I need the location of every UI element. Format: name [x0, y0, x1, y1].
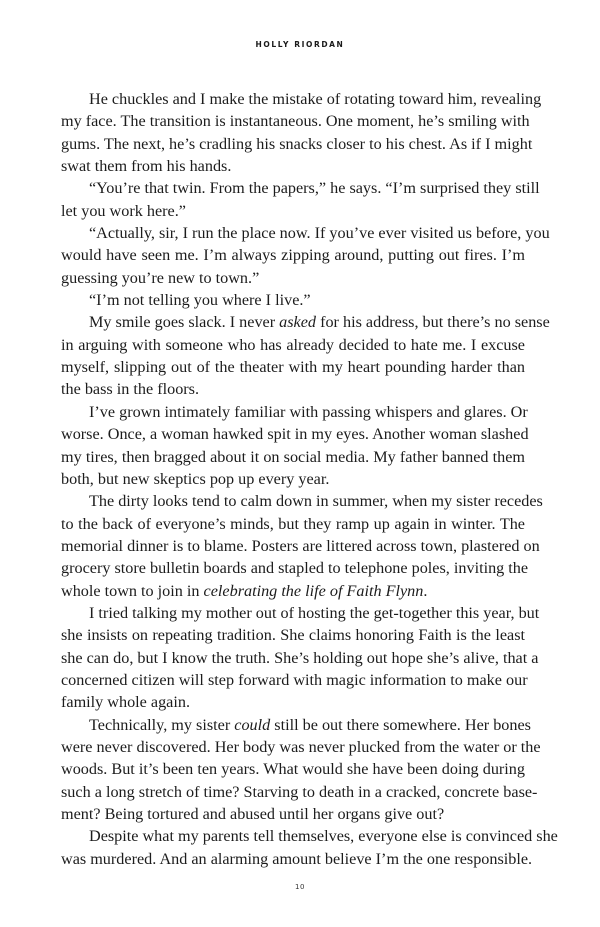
text-line	[61, 848, 533, 870]
text-line	[61, 714, 531, 736]
text-line	[61, 133, 533, 155]
text-segment: He chuckles and I make the mistake of rotating toward him, revealing	[89, 90, 542, 108]
text-segment: family whole again.	[61, 693, 191, 712]
paragraph	[61, 490, 543, 602]
paragraph	[61, 311, 550, 400]
text-segment: to the back of everyone’s minds, but they ramp up again in winter. The	[61, 514, 525, 533]
paragraph	[61, 222, 550, 289]
paragraph	[61, 401, 529, 490]
body-text	[61, 88, 558, 870]
text-segment: “Actually, sir, I run the place now. If you’ve ever visited us before, you	[89, 224, 550, 243]
text-line	[61, 513, 525, 535]
text-line	[61, 155, 525, 177]
text-line	[61, 691, 525, 713]
text-line	[61, 557, 529, 579]
text-line	[61, 490, 543, 512]
paragraph	[61, 825, 558, 870]
text-segment: concerned citizen will step forward with magic information to make our	[61, 670, 528, 689]
text-line	[61, 781, 538, 803]
italic-text: celebrating the life of Faith Flynn	[203, 581, 424, 600]
text-segment: whole town to join in	[61, 581, 204, 600]
text-segment: my tires, then bragged about it on social media. My father banned them	[61, 447, 525, 466]
text-line	[61, 580, 525, 602]
text-line	[61, 758, 525, 780]
text-segment: my face. The transition is instantaneous. One moment, he’s smiling with	[61, 112, 530, 131]
text-line	[61, 423, 529, 445]
text-line	[61, 803, 525, 825]
text-line	[61, 647, 539, 669]
text-segment: were never discovered. Her body was never plucked from the water or the	[61, 737, 541, 756]
text-segment: the bass in the floors.	[61, 380, 200, 399]
text-segment: The dirty looks tend to calm down in summer, when my sister recedes	[89, 492, 543, 511]
text-line	[61, 446, 525, 468]
text-segment: My smile goes slack. I never	[89, 313, 280, 332]
paragraph	[61, 289, 525, 311]
text-segment: guessing you’re new to town.”	[61, 268, 260, 287]
paragraph	[61, 714, 541, 826]
text-line	[61, 289, 525, 311]
italic-text: asked	[279, 313, 317, 332]
text-segment: gums. The next, he’s cradling his snacks closer to his chest. As if I might	[61, 134, 533, 153]
text-segment: would have seen me. I’m always zipping around, putting out fires. I’m	[61, 246, 525, 265]
text-segment: memorial dinner is to blame. Posters are littered across town, plastered on	[61, 536, 540, 555]
text-segment: in arguing with someone who has already decided to hate me. I excuse	[61, 335, 525, 354]
text-line	[61, 468, 525, 490]
text-line	[61, 825, 558, 847]
text-line	[61, 110, 530, 132]
text-segment: still be out there somewhere. Her bones	[270, 715, 531, 734]
text-segment: swat them from his hands.	[61, 157, 232, 176]
text-segment: myself, slipping out of the theater with my heart pounding harder than	[61, 358, 525, 377]
italic-text: could	[234, 715, 271, 734]
text-segment: for his address, but there’s no sense	[316, 313, 550, 332]
text-line	[61, 88, 542, 110]
text-segment: both, but new skeptics pop up every year.	[61, 469, 330, 488]
paragraph	[61, 602, 540, 714]
text-segment: let you work here.”	[61, 201, 186, 220]
text-segment: Despite what my parents tell themselves, everyone else is convinced she	[89, 827, 558, 846]
text-segment: I’ve grown intimately familiar with passing whispers and glares. Or	[89, 402, 528, 421]
text-line	[61, 356, 525, 378]
page-number: 10	[295, 883, 305, 891]
text-line	[61, 736, 541, 758]
paragraph	[61, 88, 542, 177]
text-line	[61, 200, 525, 222]
text-line	[61, 378, 525, 400]
text-segment: Technically, my sister	[89, 715, 235, 734]
text-line	[61, 669, 528, 691]
text-segment: grocery store bulletin boards and stapled to telephone poles, inviting the	[61, 559, 529, 578]
text-segment: ment? Being tortured and abused until her organs give out?	[61, 805, 445, 823]
text-line	[61, 311, 550, 333]
text-line	[61, 602, 540, 624]
text-segment: I tried talking my mother out of hosting the get-together this year, but	[89, 603, 540, 622]
text-line	[61, 334, 525, 356]
text-line	[61, 267, 525, 289]
text-segment: worse. Once, a woman hawked spit in my eyes. Another woman slashed	[61, 425, 529, 444]
text-line	[61, 624, 525, 646]
text-segment: she insists on repeating tradition. She claims honoring Faith is the least	[61, 626, 525, 645]
text-segment: “You’re that twin. From the papers,” he says. “I’m surprised they still	[89, 179, 540, 198]
running-head: HOLLY RIORDAN	[255, 40, 345, 49]
text-line	[61, 401, 528, 423]
text-segment: such a long stretch of time? Starving to death in a cracked, concrete base-	[61, 782, 538, 801]
text-segment: she can do, but I know the truth. She’s holding out hope she’s alive, that a	[61, 648, 539, 667]
text-line	[61, 535, 540, 557]
paragraph	[61, 177, 540, 222]
text-segment: “I’m not telling you where I live.”	[89, 291, 311, 310]
text-segment: was murdered. And an alarming amount believe I’m the one responsible.	[61, 849, 533, 868]
text-line	[61, 244, 525, 266]
text-line	[61, 222, 550, 244]
text-line	[61, 177, 540, 199]
text-segment: .	[423, 581, 428, 600]
text-segment: woods. But it’s been ten years. What would she have been doing during	[61, 760, 525, 779]
